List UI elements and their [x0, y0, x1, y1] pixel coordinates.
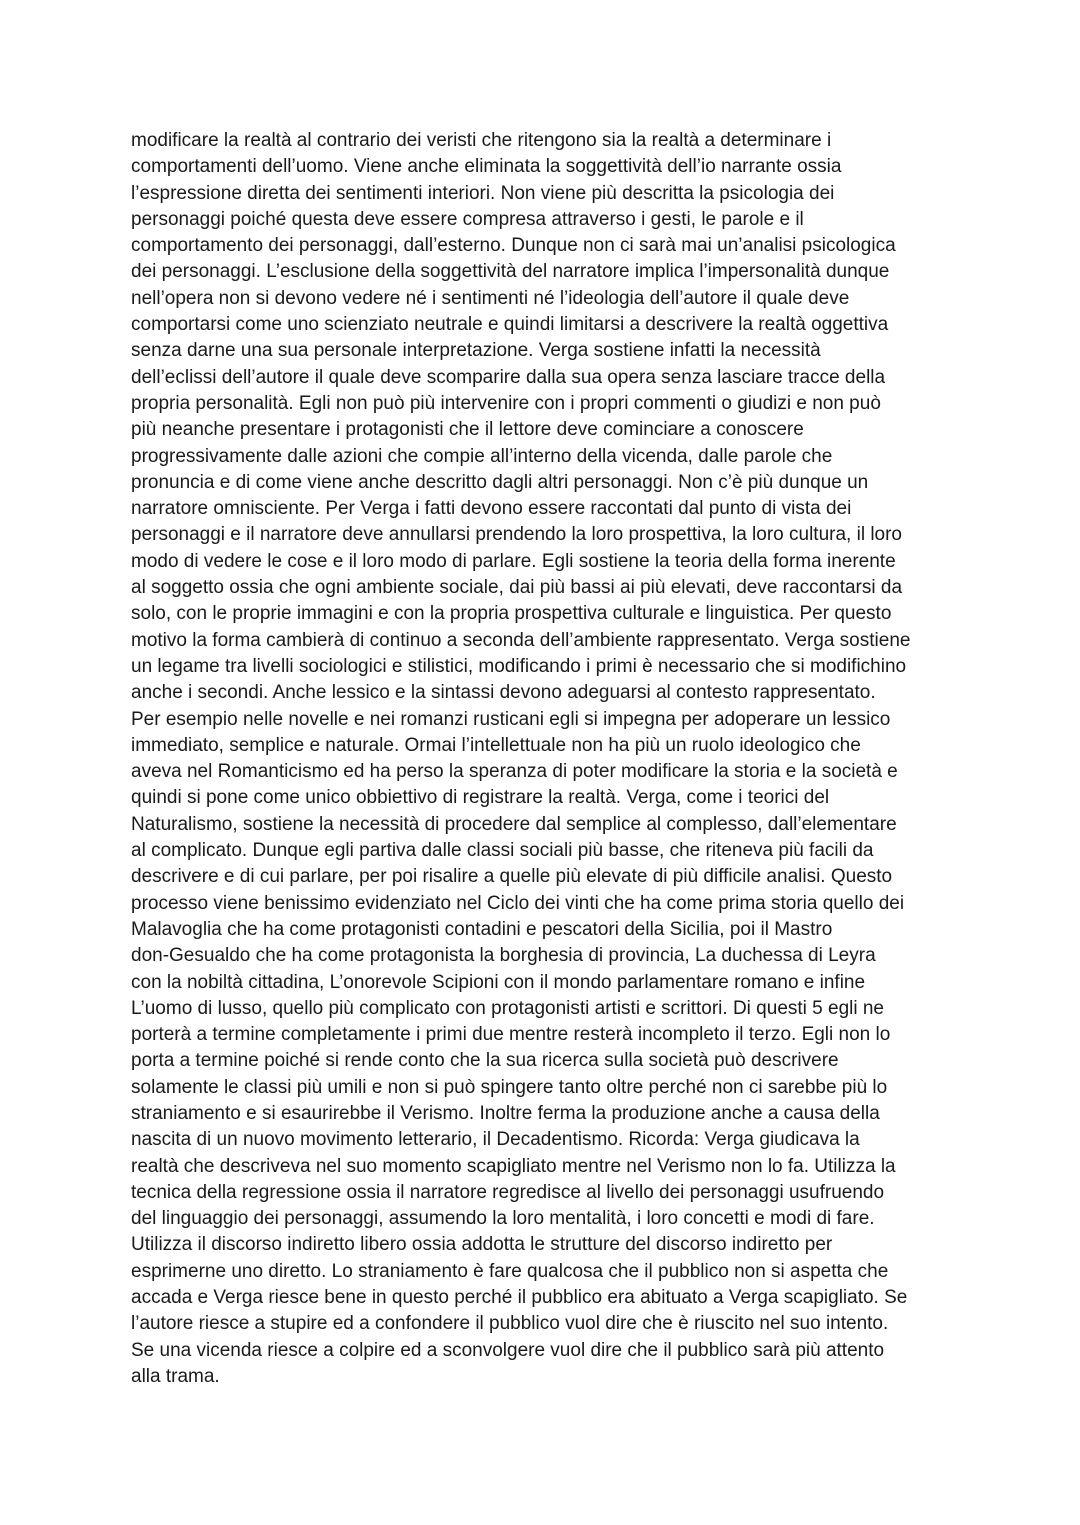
text-line: modo di vedere le cose e il loro modo di parlare. Egli sostiene la teoria della forma inerente [131, 550, 896, 572]
text-line: solamente le classi più umili e non si può spingere tanto oltre perché non ci sarebbe più lo [131, 1076, 888, 1098]
text-line: con la nobiltà cittadina, L’onorevole Scipioni con il mondo parlamentare romano e infine [131, 971, 866, 993]
text-line: senza darne una sua personale interpretazione. Verga sostiene infatti la necessità [131, 340, 821, 362]
text-line: al soggetto ossia che ogni ambiente sociale, dai più bassi ai più elevati, deve raccontarsi da [131, 577, 903, 599]
text-line: Utilizza il discorso indiretto libero ossia addotta le strutture del discorso indiretto per [131, 1234, 833, 1256]
text-line: L’uomo di lusso, quello più complicato con protagonisti artisti e scrittori. Di questi 5 egli ne [131, 997, 884, 1019]
text-line: personaggi e il narratore deve annullarsi prendendo la loro prospettiva, la loro cultura, il loro [131, 524, 903, 546]
text-line: immediato, semplice e naturale. Ormai l’intellettuale non ha più un ruolo ideologico che [131, 734, 861, 756]
text-line: solo, con le proprie immagini e con la propria prospettiva culturale e linguistica. Per questo [131, 603, 892, 625]
text-line: dei personaggi. L’esclusione della soggettività del narratore implica l’impersonalità dunque [131, 261, 890, 283]
text-line: aveva nel Romanticismo ed ha perso la speranza di poter modificare la storia e la società e [131, 761, 898, 783]
text-line: progressivamente dalle azioni che compie all’interno della vicenda, dalle parole che [131, 445, 833, 467]
text-line: alla trama. [131, 1365, 220, 1387]
text-line: processo viene benissimo evidenziato nel Ciclo dei vinti che ha come prima storia quello dei [131, 892, 905, 914]
text-line: esprimerne uno diretto. Lo straniamento è fare qualcosa che il pubblico non si aspetta che [131, 1260, 889, 1282]
text-line: comportamenti dell’uomo. Viene anche eliminata la soggettività dell’io narrante ossia [131, 156, 842, 178]
text-line: narratore omnisciente. Per Verga i fatti devono essere raccontati dal punto di vista dei [131, 498, 852, 520]
text-line: dell’eclissi dell’autore il quale deve scomparire dalla sua opera senza lasciare tracce della [131, 366, 886, 388]
text-line: tecnica della regressione ossia il narratore regredisce al livello dei personaggi usufruendo [131, 1181, 885, 1203]
text-line: Malavoglia che ha come protagonisti contadini e pescatori della Sicilia, poi il Mastro [131, 918, 833, 940]
text-line: l’autore riesce a stupire ed a confondere il pubblico vuol dire che è riuscito nel suo intento. [131, 1313, 889, 1335]
text-line: motivo la forma cambierà di continuo a seconda dell’ambiente rappresentato. Verga sostiene [131, 629, 911, 651]
text-line: al complicato. Dunque egli partiva dalle classi sociali più basse, che riteneva più facili da [131, 840, 874, 862]
text-line: Per esempio nelle novelle e nei romanzi rusticani egli si impegna per adoperare un lessico [131, 708, 891, 730]
text-line: realtà che descriveva nel suo momento scapigliato mentre nel Verismo non lo fa. Utilizza la [131, 1155, 896, 1177]
text-line: accada e Verga riesce bene in questo perché il pubblico era abituato a Verga scapigliato. Se [131, 1287, 908, 1309]
text-line: personaggi poiché questa deve essere compresa attraverso i gesti, le parole e il [131, 208, 804, 230]
text-line: un legame tra livelli sociologici e stilistici, modificando i primi è necessario che si modifichino [131, 655, 907, 677]
text-line: l’espressione diretta dei sentimenti interiori. Non viene più descritta la psicologia dei [131, 182, 835, 204]
text-line: nell’opera non si devono vedere né i sentimenti né l’ideologia dell’autore il quale deve [131, 287, 850, 309]
text-line: comportarsi come uno scienziato neutrale e quindi limitarsi a descrivere la realtà oggettiva [131, 314, 889, 336]
text-line: Naturalismo, sostiene la necessità di procedere dal semplice al complesso, dall’elementare [131, 813, 897, 835]
text-line: anche i secondi. Anche lessico e la sintassi devono adeguarsi al contesto rappresentato. [131, 682, 876, 704]
text-line: porta a termine poiché si rende conto che la sua ricerca sulla società può descrivere [131, 1050, 839, 1072]
body-paragraph [131, 128, 991, 1390]
text-line: straniamento e si esaurirebbe il Verismo. Inoltre ferma la produzione anche a causa della [131, 1102, 880, 1124]
text-line: don-Gesualdo che ha come protagonista la borghesia di provincia, La duchessa di Leyra [131, 945, 876, 967]
text-line: più neanche presentare i protagonisti che il lettore deve cominciare a conoscere [131, 419, 804, 441]
text-line: modificare la realtà al contrario dei veristi che ritengono sia la realtà a determinare i [131, 130, 832, 151]
text-line: del linguaggio dei personaggi, assumendo la loro mentalità, i loro concetti e modi di fare. [131, 1208, 875, 1230]
text-line: descrivere e di cui parlare, per poi risalire a quelle più elevate di più difficile analisi. Questo [131, 866, 893, 888]
text-line: pronuncia e di come viene anche descritto dagli altri personaggi. Non c’è più dunque un [131, 471, 869, 493]
text-line: porterà a termine completamente i primi due mentre resterà incompleto il terzo. Egli non lo [131, 1024, 891, 1046]
text-line: comportamento dei personaggi, dall’esterno. Dunque non ci sarà mai un’analisi psicologica [131, 235, 896, 257]
text-line: Se una vicenda riesce a colpire ed a sconvolgere vuol dire che il pubblico sarà più attento [131, 1339, 885, 1361]
text-line: propria personalità. Egli non può più intervenire con i propri commenti o giudizi e non può [131, 392, 881, 414]
text-line: quindi si pone come unico obbiettivo di registrare la realtà. Verga, come i teorici del [131, 787, 830, 809]
text-line: nascita di un nuovo movimento letterario, il Decadentismo. Ricorda: Verga giudicava la [131, 1129, 860, 1151]
